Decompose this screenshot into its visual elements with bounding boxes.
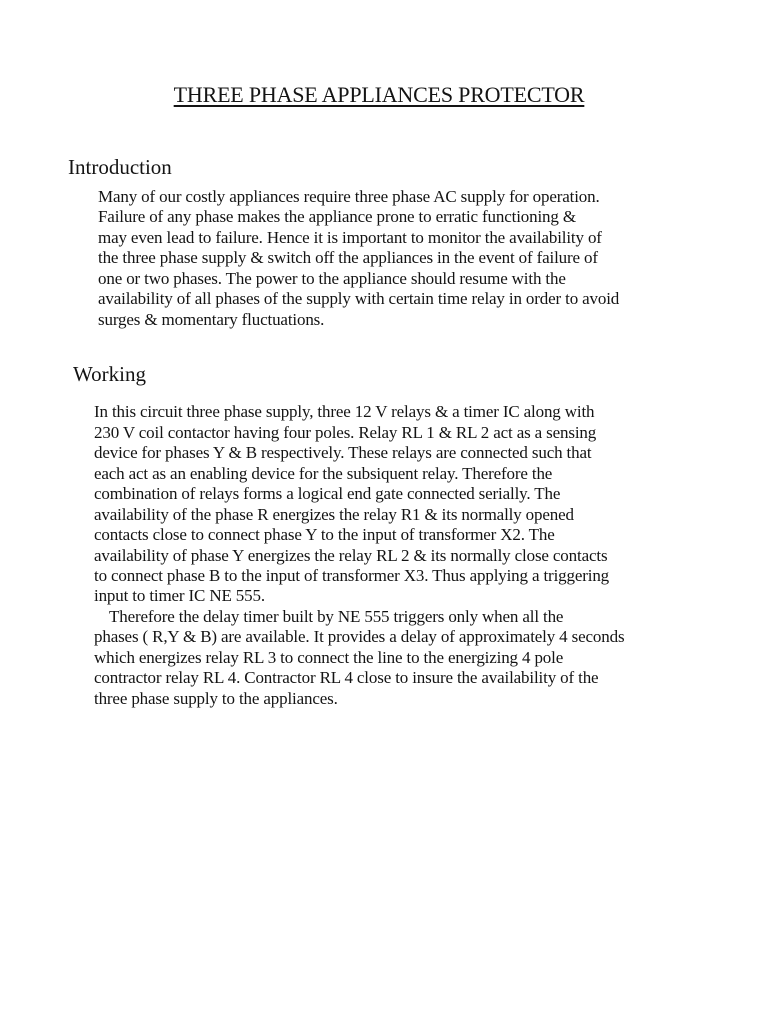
paragraph-line: availability of all phases of the supply with certain time relay in order to avoid xyxy=(98,289,620,308)
paragraph-line: may even lead to failure. Hence it is important to monitor the availability of xyxy=(98,228,602,247)
paragraph-line: combination of relays forms a logical end gate connected serially. The xyxy=(94,484,561,503)
paragraph-line: which energizes relay RL 3 to connect the line to the energizing 4 pole xyxy=(94,648,564,667)
paragraph-line: contractor relay RL 4. Contractor RL 4 close to insure the availability of the xyxy=(94,668,599,687)
paragraph-line: the three phase supply & switch off the appliances in the event of failure of xyxy=(98,248,598,267)
paragraph-line: surges & momentary fluctuations. xyxy=(98,310,325,329)
paragraph-line: Many of our costly appliances require three phase AC supply for operation. xyxy=(98,187,600,206)
paragraph-line: availability of the phase R energizes the relay R1 & its normally opened xyxy=(94,505,574,524)
paragraph-line: device for phases Y & B respectively. These relays are connected such that xyxy=(94,443,592,462)
paragraph-line: to connect phase B to the input of transformer X3. Thus applying a triggering xyxy=(94,566,610,585)
paragraph-line: phases ( R,Y & B) are available. It provides a delay of approximately 4 seconds xyxy=(94,627,625,646)
document-title: THREE PHASE APPLIANCES PROTECTOR xyxy=(173,82,585,107)
paragraph-line: contacts close to connect phase Y to the input of transformer X2. The xyxy=(94,525,555,544)
paragraph-line: one or two phases. The power to the appliance should resume with the xyxy=(98,269,566,288)
paragraph-line: three phase supply to the appliances. xyxy=(94,689,338,708)
section-heading-introduction: Introduction xyxy=(68,155,172,179)
paragraph-line: Failure of any phase makes the appliance prone to erratic functioning & xyxy=(98,207,576,226)
paragraph-line: input to timer IC NE 555. xyxy=(94,586,265,605)
paragraph-line: In this circuit three phase supply, three 12 V relays & a timer IC along with xyxy=(94,402,595,421)
section-heading-working: Working xyxy=(73,362,146,386)
paragraph-line: 230 V coil contactor having four poles. Relay RL 1 & RL 2 act as a sensing xyxy=(94,423,597,442)
paragraph-line: availability of phase Y energizes the relay RL 2 & its normally close contacts xyxy=(94,546,608,565)
paragraph-line: Therefore the delay timer built by NE 555 triggers only when all the xyxy=(109,607,564,626)
paragraph-line: each act as an enabling device for the subsiquent relay. Therefore the xyxy=(94,464,553,483)
